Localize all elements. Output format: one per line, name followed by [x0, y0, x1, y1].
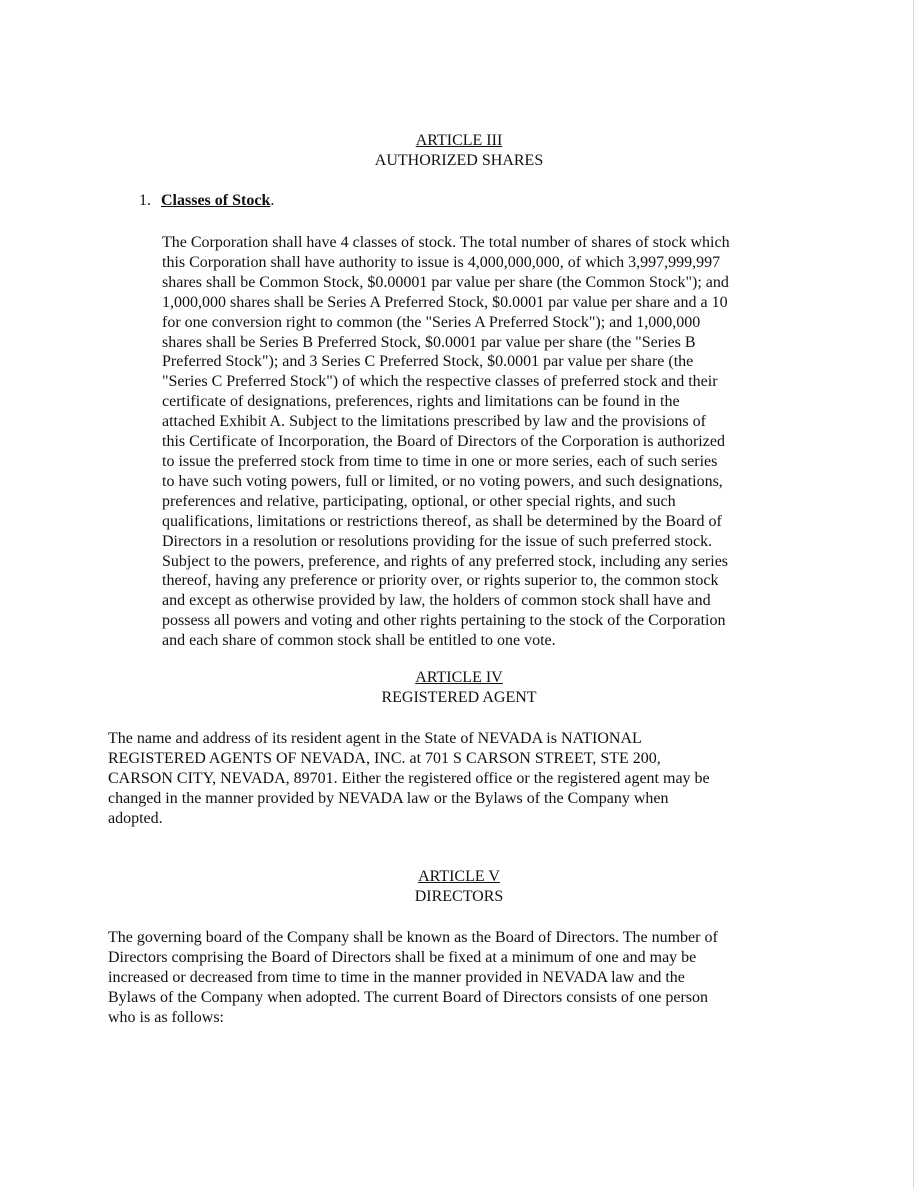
- article-v-body: [108, 928, 788, 1028]
- article-v-title: DIRECTORS: [414, 888, 504, 905]
- body-line: The Corporation shall have 4 classes of stock. The total number of shares of stock which: [162, 234, 730, 251]
- body-line: The governing board of the Company shall be known as the Board of Directors. The number of: [108, 929, 718, 946]
- body-line: who is as follows:: [108, 1008, 224, 1026]
- article-iv-number: ARTICLE IV: [415, 669, 503, 686]
- body-line: attached Exhibit A. Subject to the limitations prescribed by law and the provisions of: [162, 413, 706, 431]
- body-line: this Certificate of Incorporation, the Board of Directors of the Corporation is authorized: [162, 433, 725, 451]
- body-line: qualifications, limitations or restrictions thereof, as shall be determined by the Board of: [162, 512, 722, 530]
- article-iv-heading: [0, 668, 918, 708]
- scan-edge-divider: [913, 0, 914, 1188]
- body-line: Subject to the powers, preference, and rights of any preferred stock, including any series: [162, 552, 729, 570]
- article-iv-body: [108, 729, 788, 829]
- body-line: to have such voting powers, full or limited, or no voting powers, and such designations,: [162, 472, 723, 490]
- body-line: shares shall be Common Stock, $0.00001 par value per share (the Common Stock"); and: [162, 273, 729, 291]
- body-line: CARSON CITY, NEVADA, 89701. Either the registered office or the registered agent may be: [108, 769, 710, 787]
- body-line: Directors comprising the Board of Directors shall be fixed at a minimum of one and may be: [108, 948, 697, 966]
- body-line: "Series C Preferred Stock") of which the respective classes of preferred stock and their: [162, 373, 718, 391]
- body-line: Bylaws of the Company when adopted. The current Board of Directors consists of one person: [108, 988, 709, 1006]
- article-v-heading: [0, 867, 918, 907]
- body-line: and each share of common stock shall be entitled to one vote.: [162, 632, 556, 650]
- body-line: to issue the preferred stock from time to time in one or more series, each of such series: [162, 452, 718, 470]
- article-iii-title: AUTHORIZED SHARES: [374, 152, 544, 169]
- section-number: 1.: [139, 192, 151, 209]
- body-line: changed in the manner provided by NEVADA law or the Bylaws of the Company when: [108, 789, 669, 807]
- article-iii-heading: [0, 131, 918, 171]
- article-v-number: ARTICLE V: [418, 868, 500, 885]
- section-title: Classes of Stock: [161, 192, 271, 209]
- body-line: 1,000,000 shares shall be Series A Preferred Stock, $0.0001 par value per share and a 10: [162, 293, 728, 311]
- article-iv-title: REGISTERED AGENT: [381, 689, 537, 706]
- section-classes-of-stock: [139, 191, 274, 211]
- body-line: this Corporation shall have authority to issue is 4,000,000,000, of which 3,997,999,997: [162, 253, 721, 271]
- body-line: and except as otherwise provided by law, the holders of common stock shall have and: [162, 592, 711, 610]
- body-line: shares shall be Series B Preferred Stock, $0.0001 par value per share (the "Series B: [162, 333, 696, 351]
- body-line: increased or decreased from time to time in the manner provided in NEVADA law and the: [108, 968, 685, 986]
- body-line: for one conversion right to common (the "Series A Preferred Stock"); and 1,000,000: [162, 313, 701, 331]
- article-iii-body: [162, 233, 792, 651]
- body-line: Directors in a resolution or resolutions providing for the issue of such preferred stock.: [162, 532, 713, 550]
- body-line: Preferred Stock"); and 3 Series C Preferred Stock, $0.0001 par value per share (the: [162, 353, 694, 371]
- body-line: certificate of designations, preferences, rights and limitations can be found in the: [162, 393, 680, 411]
- body-line: preferences and relative, participating, optional, or other special rights, and such: [162, 492, 676, 510]
- section-title-period: .: [270, 192, 275, 209]
- body-line: thereof, having any preference or priority over, or rights superior to, the common stock: [162, 572, 719, 590]
- body-line: adopted.: [108, 809, 163, 827]
- body-line: possess all powers and voting and other rights pertaining to the stock of the Corporation: [162, 612, 726, 630]
- body-line: REGISTERED AGENTS OF NEVADA, INC. at 701 S CARSON STREET, STE 200,: [108, 749, 661, 767]
- article-iii-number: ARTICLE III: [415, 132, 503, 149]
- body-line: The name and address of its resident agent in the State of NEVADA is NATIONAL: [108, 730, 642, 747]
